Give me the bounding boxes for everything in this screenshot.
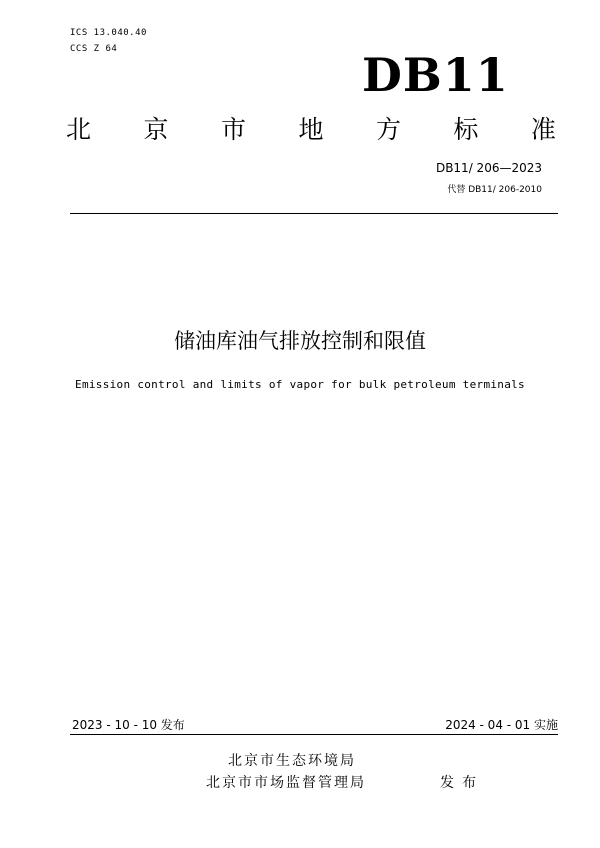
db11-logo: DB11 [362,48,509,102]
replaced-standard: 代替 DB11/ 206-2010 [447,185,542,195]
standard-title-char: 方 [375,115,401,144]
issue-date: 2023 - 10 - 10 发布 [72,718,185,732]
header-divider [70,213,558,214]
issuer-ecology-bureau: 北京市生态环境局 [228,753,356,769]
standard-title-char: 北 [66,115,92,144]
implementation-date: 2024 - 04 - 01 实施 [445,718,558,732]
standard-number: DB11/ 206—2023 [435,161,542,175]
standard-title-char: 标 [453,115,479,144]
standard-title-char: 京 [143,115,169,144]
document-title-en: Emission control and limits of vapor for bulk petroleum terminals [75,378,525,391]
footer-divider [70,734,558,735]
issuer-market-bureau: 北京市市场监督管理局 [206,775,366,791]
publish-label: 发布 [440,775,484,791]
standard-title-char: 地 [298,115,324,144]
document-title-zh: 储油库油气排放控制和限值 [174,329,426,353]
ics-code: ICS 13.040.40 [70,28,147,38]
ccs-code: CCS Z 64 [70,44,118,54]
standard-title-char: 市 [220,115,246,144]
standard-category-title [66,114,556,146]
standard-title-char: 准 [530,115,556,144]
